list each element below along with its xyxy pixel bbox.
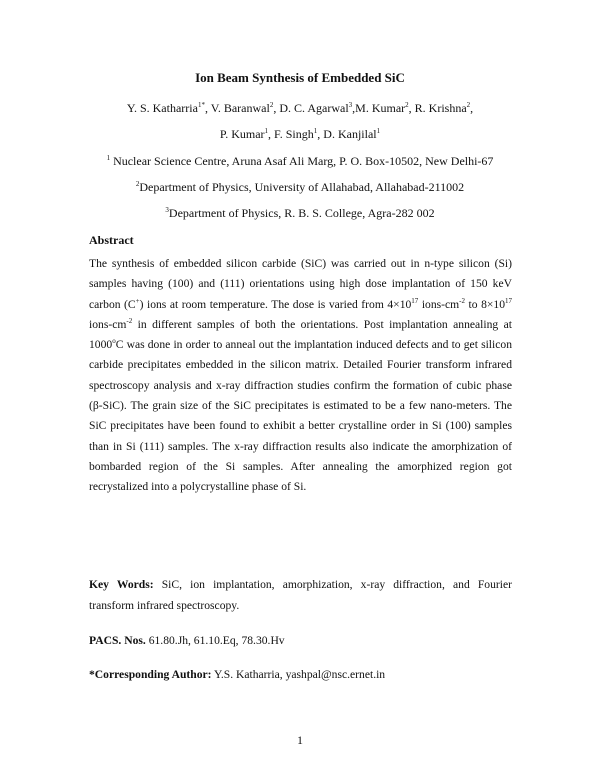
affiliation-3 — [0, 206, 600, 221]
abstract-text: ions-cm — [89, 317, 127, 331]
author-line-1: Y. S. Katharria$^{1*}$, V. Baranwal$^2$, D. C. Agarwal$^3$,M. Kumar$^2$, R. Krishna$^2$, — [126, 101, 474, 115]
pacs-numbers — [89, 634, 285, 647]
affiliation-1 — [0, 154, 600, 169]
author-name: P. Kumar — [219, 127, 265, 141]
affiliation-num: 2 — [135, 180, 140, 188]
author-line-2: P. Kumar$^1$, F. Singh$^1$, D. Kanjilal$^1$ — [219, 127, 381, 141]
affiliation-text: Nuclear Science Centre, Aruna Asaf Ali Marg, P. O. Box-10502, New Delhi-67 — [113, 154, 494, 168]
affiliation-text: Department of Physics, University of Allahabad, Allahabad-211002 — [139, 180, 465, 194]
author-sup: 2 — [466, 101, 471, 109]
corresponding-label: *Corresponding Author: — [89, 668, 212, 681]
pacs-label: PACS. Nos. — [89, 634, 146, 647]
ion-charge: + — [135, 296, 140, 305]
author-name: D. Kanjilal — [323, 127, 377, 141]
exponent: 17 — [505, 296, 512, 305]
author-name: M. Kumar — [355, 101, 406, 115]
author-sup: 1 — [376, 127, 381, 135]
corresponding-text: Y.S. Katharria, yashpal@nsc.ernet.in — [213, 668, 386, 681]
abstract-text: to 8×10 — [465, 297, 505, 311]
author-name: Y. S. Katharria — [126, 101, 198, 115]
abstract-text: ions-cm — [418, 297, 460, 311]
abstract-text: in different samples of both the orientations. Post implantation annealing at 1000 — [89, 317, 512, 352]
abstract-text: C was done in order to anneal out the implantation induced defects and to get silicon carbide precipitates embedded in the silicon matrix. Detailed Fourier transform infrared spectroscopy analysis and x-ray diffraction studies confirm the formation of cubic phase (β-SiC). The grain size of the SiC precipitates is estimated to be a few nano-meters. The SiC precipitates have been found to exhibit a better crystalline order in Si (100) samples than in Si (111) samples. The x-ray diffraction results also indicate the amorphization of bombarded region of the Si samples. After annealing the amorphized region got recrystalized into a polycrystalline phase of Si. — [89, 338, 512, 494]
author-sup: 3 — [348, 101, 353, 109]
exponent: -2 — [126, 316, 133, 325]
author-sup: 1* — [197, 101, 205, 109]
author-sup: 2 — [269, 101, 274, 109]
author-name: R. Krishna — [414, 101, 467, 115]
abstract-body — [89, 254, 512, 498]
author-name: D. C. Agarwal — [279, 101, 349, 115]
abstract-heading: Abstract — [89, 233, 134, 247]
keywords-text: SiC, ion implantation, amorphization, x-ray diffraction, and Fourier transform infrared spectroscopy. — [89, 578, 512, 612]
degree-symbol: o — [112, 337, 116, 346]
page-number: 1 — [297, 733, 303, 747]
exponent: 17 — [411, 296, 419, 305]
pacs-text: 61.80.Jh, 61.10.Eq, 78.30.Hv — [148, 634, 285, 647]
abstract-text: ) ions at room temperature. The dose is varied from 4×10 — [139, 297, 412, 311]
keywords — [89, 574, 512, 616]
affiliation-text: Department of Physics, R. B. S. College, Agra-282 002 — [168, 206, 435, 220]
exponent: -2 — [459, 296, 466, 305]
affiliation-num: 3 — [165, 206, 169, 214]
affiliation-num: 1 — [106, 154, 111, 162]
abstract-text: The synthesis of embedded silicon carbide (SiC) was carried out in n-type silicon (Si) samples having (100) and (111) orientations using high dose implantation of 150 keV carbon (C — [89, 257, 512, 311]
corresponding-author — [89, 668, 385, 681]
author-name: F. Singh — [274, 127, 314, 141]
author-sup: 1 — [313, 127, 318, 135]
author-sup: 1 — [264, 127, 269, 135]
keywords-label: Key Words: — [89, 578, 154, 591]
affiliation-2 — [0, 180, 600, 195]
author-name: V. Baranwal — [210, 101, 270, 115]
author-sup: 2 — [405, 101, 409, 109]
paper-title: Ion Beam Synthesis of Embedded SiC — [195, 70, 405, 85]
